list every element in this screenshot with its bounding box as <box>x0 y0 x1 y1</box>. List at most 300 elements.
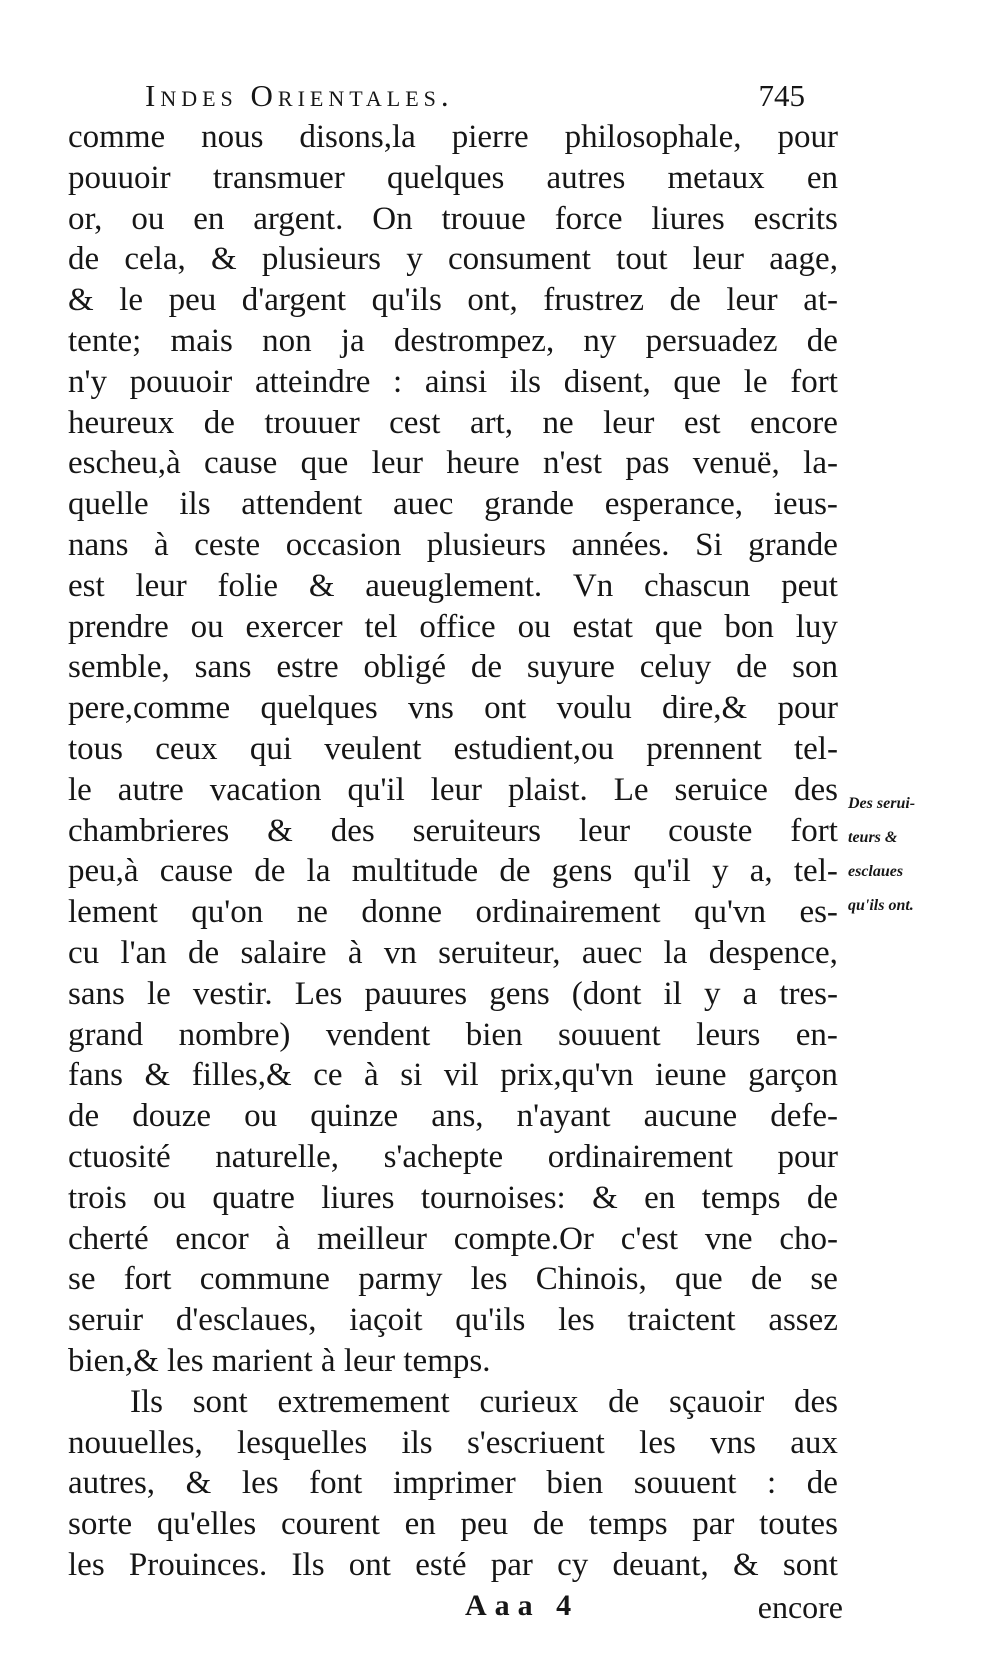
word: en <box>644 1179 676 1216</box>
word: de <box>499 853 531 890</box>
word: de <box>68 241 100 278</box>
word: exercer <box>245 608 343 645</box>
word: peu,à <box>68 853 139 890</box>
text-line <box>68 729 838 770</box>
word: tout <box>616 241 668 278</box>
word: estre <box>276 649 339 686</box>
word: qu'elles <box>156 1506 257 1543</box>
word: tournoises: <box>420 1179 566 1216</box>
word: cest <box>389 404 441 441</box>
word: trouue <box>441 200 526 237</box>
word: des <box>793 771 838 808</box>
text-line <box>68 1463 838 1504</box>
word: quelle <box>68 486 149 523</box>
text-line <box>68 688 838 729</box>
word: comme <box>68 119 166 155</box>
word: vns <box>710 1424 756 1461</box>
word: Les <box>294 975 343 1012</box>
word: vacation <box>209 771 322 808</box>
word: d'argent <box>241 282 347 319</box>
word: ny <box>583 322 617 359</box>
word: liures <box>651 200 725 237</box>
word: sont <box>782 1546 838 1583</box>
word: es- <box>799 894 838 931</box>
word: tel <box>364 608 398 645</box>
word: occasion <box>285 526 402 563</box>
word: seruiteur, <box>438 934 561 971</box>
word: or, <box>68 200 103 237</box>
word: & <box>185 1465 212 1502</box>
word: leur <box>692 241 745 278</box>
word: la <box>306 853 331 890</box>
text-line <box>68 1178 838 1219</box>
word: celuy <box>639 649 712 686</box>
word: seruice <box>674 771 768 808</box>
word: seruiteurs <box>412 812 541 849</box>
word: que <box>654 608 703 645</box>
word: tres- <box>779 975 838 1012</box>
text-line <box>68 974 838 1015</box>
word: (dont <box>571 975 642 1012</box>
word: leur <box>135 567 187 604</box>
text-line <box>68 403 838 444</box>
text-line <box>68 770 838 811</box>
word: sçauoir <box>668 1383 765 1420</box>
word: a <box>742 975 758 1012</box>
word: le <box>68 771 92 808</box>
text-line <box>68 1055 838 1096</box>
text-line <box>68 811 838 852</box>
word: & <box>267 812 293 849</box>
word: autres, <box>68 1465 156 1502</box>
word: ceste <box>194 526 261 563</box>
word: grande <box>748 526 838 563</box>
word: fans <box>68 1057 123 1094</box>
word: est <box>683 404 721 441</box>
word: chascun <box>644 567 751 604</box>
word: années. <box>571 526 670 563</box>
word: prendre <box>68 608 169 645</box>
word: s'escriuent <box>466 1424 605 1461</box>
word: voulu <box>556 690 632 727</box>
word: quelques <box>260 690 378 727</box>
word: non <box>262 322 312 359</box>
page-footer <box>465 1589 843 1629</box>
word: force <box>554 200 623 237</box>
text-line <box>68 1219 838 1260</box>
word: ont <box>484 690 527 727</box>
word: curieux <box>479 1383 579 1420</box>
word: metaux <box>667 159 765 196</box>
word: la- <box>803 445 838 482</box>
word: ou <box>153 1179 187 1216</box>
word: qu'vn <box>694 894 766 931</box>
word: & <box>210 241 237 278</box>
word: deuant, <box>612 1546 709 1583</box>
word: à <box>275 1220 291 1257</box>
word: Chinois, <box>535 1261 647 1298</box>
word: de <box>68 1098 100 1135</box>
word: ainsi <box>424 363 488 400</box>
word: defe- <box>770 1098 838 1135</box>
word: assez <box>768 1302 838 1339</box>
word: naturelle, <box>215 1138 339 1175</box>
word: qu'ils <box>371 282 442 319</box>
word: pour <box>777 1138 838 1175</box>
word: tel- <box>793 853 838 890</box>
word: les <box>639 1424 676 1461</box>
word: cherté <box>68 1220 149 1257</box>
word: ceux <box>155 730 218 767</box>
word: leur <box>603 404 655 441</box>
word: trois <box>68 1179 127 1216</box>
word: gens <box>489 975 550 1012</box>
word: semble, <box>68 649 170 686</box>
word: n'ayant <box>516 1098 611 1135</box>
word: gens <box>551 853 613 890</box>
text-line <box>68 117 838 158</box>
word: le <box>119 282 144 319</box>
word: salaire <box>240 934 327 971</box>
word: heureux <box>68 404 175 441</box>
word: tel- <box>793 730 838 767</box>
word: de <box>806 1465 838 1502</box>
word: & <box>68 282 94 319</box>
text-line <box>68 1015 838 1056</box>
word: l'an <box>120 934 167 971</box>
word: Vn <box>572 567 614 604</box>
word: aueuglement. <box>365 567 543 604</box>
word: bien <box>546 1465 604 1502</box>
text-line <box>68 280 838 321</box>
word: & <box>308 567 335 604</box>
word: se <box>68 1261 96 1298</box>
word: aage, <box>769 241 838 278</box>
word: philosophale, <box>564 119 742 155</box>
word: consument <box>447 241 591 278</box>
word: peu <box>168 282 217 319</box>
word: le <box>146 975 171 1012</box>
word: auec <box>581 934 643 971</box>
word: luy <box>795 608 838 645</box>
word: nombre) <box>178 1016 291 1053</box>
text-line <box>68 362 838 403</box>
word: esperance, <box>604 486 744 523</box>
word: y <box>703 975 721 1012</box>
word: ne <box>542 404 574 441</box>
word: fort <box>790 363 838 400</box>
word: sans <box>194 649 252 686</box>
word: plaist. <box>508 771 588 808</box>
word: à <box>364 1057 379 1094</box>
word: s'achepte <box>383 1138 504 1175</box>
word: ordinairement <box>547 1138 733 1175</box>
word: nouuelles, <box>68 1424 203 1461</box>
word: disent, <box>563 363 651 400</box>
word: a, <box>749 853 773 890</box>
word: vne <box>704 1220 753 1257</box>
word: quinze <box>310 1098 399 1135</box>
word: ans, <box>431 1098 484 1135</box>
word: des <box>794 1383 838 1420</box>
word: Ils <box>291 1546 325 1583</box>
word: ont, <box>467 282 518 319</box>
text-line <box>68 1259 838 1300</box>
word: pas <box>625 445 670 482</box>
text-line <box>68 1504 838 1545</box>
word: il <box>663 975 682 1012</box>
word: persuadez <box>645 322 778 359</box>
word: ou <box>131 200 165 237</box>
word: tous <box>68 730 124 767</box>
word: plusieurs <box>426 526 546 563</box>
word: leur <box>578 812 631 849</box>
word: par <box>490 1546 533 1583</box>
word: garçon <box>748 1057 838 1094</box>
word: n'y <box>68 363 107 400</box>
word: les <box>470 1261 508 1298</box>
word: leur <box>430 771 483 808</box>
word: vns <box>408 690 454 727</box>
word: se <box>810 1261 838 1298</box>
text-line <box>68 566 838 607</box>
word: & <box>592 1179 618 1216</box>
word: pour <box>777 690 838 727</box>
word: ieune <box>655 1057 727 1094</box>
word: cela, <box>124 241 186 278</box>
marginal-note-line: Des serui- <box>848 795 916 812</box>
word: que <box>673 363 722 400</box>
word: disons,la <box>299 119 416 155</box>
word: filles,& <box>191 1057 292 1094</box>
word: que <box>300 445 349 482</box>
word: prennent <box>646 730 762 767</box>
word: grande <box>484 486 574 523</box>
word: esté <box>415 1546 467 1583</box>
word: at- <box>803 282 838 319</box>
word: des <box>330 812 375 849</box>
word: attendent <box>241 486 363 523</box>
word: couste <box>668 812 753 849</box>
text-line <box>68 443 838 484</box>
word: encore <box>750 404 838 441</box>
word: ne <box>296 894 328 931</box>
word: de <box>203 404 235 441</box>
word: escheu,à <box>68 445 181 482</box>
word: art, <box>469 404 513 441</box>
word: compte.Or <box>453 1220 594 1257</box>
word: d'esclaues, <box>175 1302 317 1339</box>
word: escrits <box>753 200 838 237</box>
word: y <box>712 853 729 890</box>
word: iaçoit <box>349 1302 423 1339</box>
word: fort <box>790 812 838 849</box>
word: cho- <box>779 1220 838 1257</box>
word: cause <box>159 853 234 890</box>
word: y <box>406 241 423 278</box>
word: de <box>532 1506 565 1543</box>
word: ils <box>509 363 542 400</box>
word: imprimer <box>392 1465 516 1502</box>
word: en <box>404 1506 436 1543</box>
word: Prouinces. <box>128 1546 268 1583</box>
word: ils <box>179 486 211 523</box>
word: le <box>743 363 768 400</box>
word: cause <box>204 445 278 482</box>
word: douze <box>132 1098 212 1135</box>
word: qu'il <box>347 771 405 808</box>
word: autres <box>546 159 626 196</box>
word: est <box>68 567 105 604</box>
word: de <box>806 1179 838 1216</box>
text-line <box>68 1423 838 1464</box>
word: les <box>241 1465 279 1502</box>
word: argent. <box>253 200 344 237</box>
word: auec <box>392 486 454 523</box>
word: aucune <box>643 1098 738 1135</box>
marginal-note-line: qu'ils ont. <box>848 897 914 914</box>
word: office <box>419 608 496 645</box>
word: quelques <box>387 159 505 196</box>
word: souuent <box>558 1016 661 1053</box>
text-line <box>68 851 838 892</box>
word: atteindre <box>254 363 371 400</box>
word: ordinairement <box>475 894 661 931</box>
text-line <box>68 1341 838 1382</box>
word: multitude <box>351 853 479 890</box>
text-line <box>68 1137 838 1178</box>
word: prix,qu'vn <box>500 1057 634 1094</box>
word: en- <box>795 1016 838 1053</box>
word: peut <box>781 567 838 604</box>
word: despence, <box>708 934 838 971</box>
word: grand <box>68 1016 144 1053</box>
word: pierre <box>451 119 529 155</box>
word: trouuer <box>264 404 360 441</box>
word: : <box>767 1465 777 1502</box>
word: & <box>144 1057 171 1094</box>
word: leurs <box>696 1016 761 1053</box>
word: si <box>400 1057 423 1094</box>
word: encor <box>175 1220 249 1257</box>
word: de <box>254 853 286 890</box>
word: de <box>736 649 768 686</box>
word: aux <box>790 1424 838 1461</box>
word: meilleur <box>317 1220 427 1257</box>
body-text <box>68 117 838 1586</box>
text-line <box>68 239 838 280</box>
word: qu'il <box>633 853 691 890</box>
signature-mark: Aaa 4 <box>465 1589 580 1622</box>
word: sans <box>68 975 125 1012</box>
word: de <box>470 649 503 686</box>
word: chambrieres <box>68 812 230 849</box>
line-text: bien,& les marient à leur temps. <box>68 1342 491 1379</box>
word: pauures <box>364 975 468 1012</box>
word: Ils <box>130 1383 163 1420</box>
word: : <box>393 363 403 400</box>
text-line <box>68 1545 838 1586</box>
word: ctuosité <box>68 1138 171 1175</box>
word: de <box>669 282 701 319</box>
marginal-note-line: teurs & <box>848 829 898 846</box>
word: transmuer <box>212 159 345 196</box>
word: extremement <box>277 1383 450 1420</box>
word: folie <box>217 567 279 604</box>
word: ieus- <box>773 486 838 523</box>
word: bon <box>724 608 774 645</box>
word: courent <box>280 1506 380 1543</box>
word: sont <box>192 1383 248 1420</box>
word: Le <box>613 771 649 808</box>
text-line <box>68 1300 838 1341</box>
word: de <box>806 322 838 359</box>
word: que <box>675 1261 723 1298</box>
word: vn <box>383 934 417 971</box>
word: lement <box>68 894 158 931</box>
word: estat <box>572 608 633 645</box>
word: dire,& <box>662 690 748 727</box>
word: leur <box>371 445 423 482</box>
word: peu <box>460 1506 509 1543</box>
word: toutes <box>759 1506 838 1543</box>
word: n'est <box>542 445 603 482</box>
word: vendent <box>325 1016 431 1053</box>
word: pouuoir <box>68 159 171 196</box>
word: de <box>750 1261 783 1298</box>
word: bien <box>465 1016 523 1053</box>
text-line <box>68 892 838 933</box>
word: venuë, <box>692 445 780 482</box>
word: en <box>806 159 838 196</box>
word: tente; <box>68 322 142 359</box>
word: quatre <box>212 1179 295 1216</box>
word: pour <box>777 119 838 155</box>
page-header <box>145 78 805 118</box>
word: traictent <box>627 1302 736 1339</box>
text-line <box>68 199 838 240</box>
word: cy <box>557 1546 589 1583</box>
catchword: encore <box>757 1589 843 1625</box>
word: vil <box>443 1057 479 1094</box>
word: liures <box>321 1179 395 1216</box>
word: obligé <box>363 649 446 686</box>
word: fort <box>123 1261 172 1298</box>
word: cu <box>68 934 100 971</box>
word: plusieurs <box>261 241 382 278</box>
word: font <box>309 1465 363 1502</box>
word: vestir. <box>192 975 273 1012</box>
marginal-note <box>848 787 948 923</box>
word: par <box>692 1506 735 1543</box>
text-line <box>68 1382 838 1423</box>
word: Si <box>695 526 723 563</box>
word: ils <box>401 1424 433 1461</box>
word: en <box>193 200 225 237</box>
word: nans <box>68 526 129 563</box>
word: heure <box>446 445 520 482</box>
word: les <box>558 1302 595 1339</box>
word: destrompez, <box>393 322 555 359</box>
text-line <box>68 484 838 525</box>
text-line <box>68 1096 838 1137</box>
word: suyure <box>526 649 615 686</box>
text-line <box>68 321 838 362</box>
text-line <box>68 158 838 199</box>
text-line <box>68 607 838 648</box>
word: ou <box>517 608 551 645</box>
word: de <box>608 1383 640 1420</box>
